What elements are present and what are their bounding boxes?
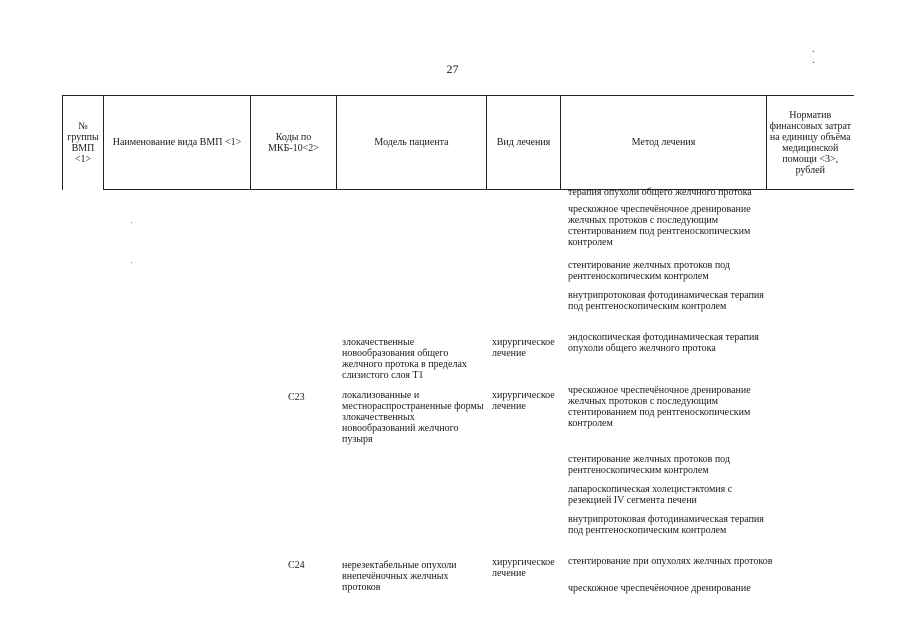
scan-speck [131, 222, 132, 223]
method-item: эндоскопическая фотодинамическая терапия опухоли общего желчного протока [568, 332, 759, 354]
icd-code-cell: C23 [288, 392, 305, 403]
table-header [62, 95, 854, 190]
header-icd-codes: Коды по МКБ-10<2> [251, 96, 337, 190]
patient-model-cell: локализованные и местнораспространенные формы злокачественных новообразований желчного пузыря [342, 390, 484, 445]
method-item: чрескожное чреспечёночное дренирование [568, 583, 751, 594]
method-item: терапия опухоли общего желчного протока [568, 187, 752, 198]
patient-model-cell: нерезектабельные опухоли внепечёночных желчных протоков [342, 560, 457, 593]
treatment-type-cell: хирургическое лечение [492, 337, 555, 359]
method-item: внутрипротоковая фотодинамическая терапия под рентгеноскопическим контролем [568, 514, 764, 536]
header-treatment-type: Вид лечения [487, 96, 561, 190]
method-item: стентирование желчных протоков под рентгеноскопическим контролем [568, 454, 730, 476]
method-item: чрескожное чреспечёночное дренирование желчных протоков с последующим стентированием под рентгеноскопическим контролем [568, 204, 751, 248]
treatment-type-cell: хирургическое лечение [492, 557, 555, 579]
patient-model-cell: злокачественные новообразования общего желчного протока в пределах слизистого слоя T1 [342, 337, 467, 381]
scan-specks: . . [812, 44, 845, 66]
header-name: Наименование вида ВМП <1> [104, 96, 251, 190]
header-cost-norm: Норматив финансовых затрат на единицу объёма медицинской помощи <3>, рублей [767, 96, 854, 190]
method-item: лапароскопическая холецистэктомия с резекцией IV сегмента печени [568, 484, 733, 506]
header-group-number: № группы ВМП <1> [63, 96, 104, 190]
header-patient-model: Модель пациента [337, 96, 487, 190]
header-treatment-method: Метод лечения [561, 96, 767, 190]
scan-speck [131, 262, 132, 263]
method-item: стентирование желчных протоков под рентгеноскопическим контролем [568, 260, 730, 282]
treatment-type-cell: хирургическое лечение [492, 390, 555, 412]
method-item: чрескожное чреспечёночное дренирование желчных протоков с последующим стентированием под рентгеноскопическим контролем [568, 385, 751, 429]
page-number: 27 [446, 62, 459, 76]
method-item: внутрипротоковая фотодинамическая терапия под рентгеноскопическим контролем [568, 290, 764, 312]
icd-code-cell: C24 [288, 560, 305, 571]
method-item: стентирование при опухолях желчных протоков [568, 556, 773, 567]
